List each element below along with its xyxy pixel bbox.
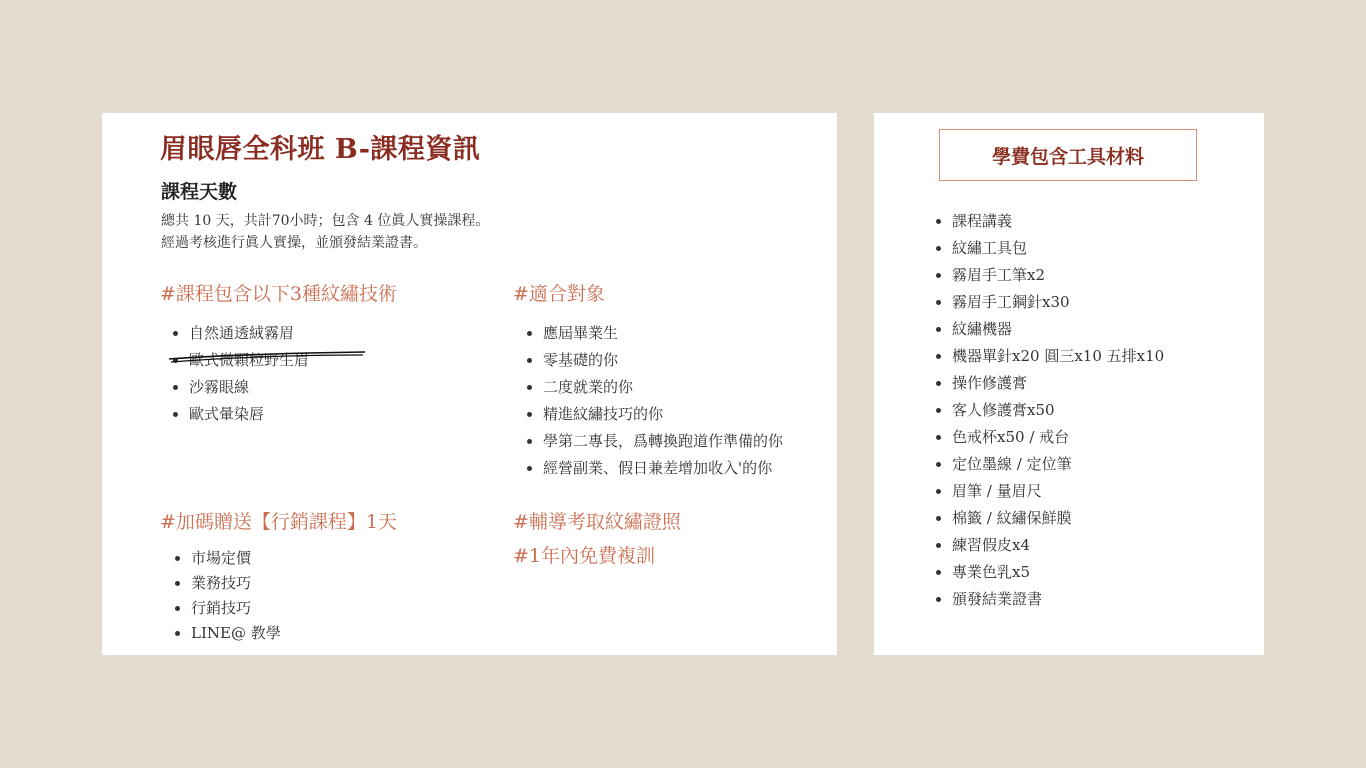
list-item: • 專業色乳x5 xyxy=(952,559,1164,586)
list-item: • 機器單針x20 圓三x10 五排x10 xyxy=(952,343,1164,370)
list-item: • 操作修護膏 xyxy=(952,370,1164,397)
free-retake-heading: #1年內免費複訓 xyxy=(513,545,656,567)
list-item: • 市場定價 xyxy=(191,546,281,571)
list-item: • 課程講義 xyxy=(952,208,1164,235)
list-item: • 定位墨線 / 定位筆 xyxy=(952,451,1164,478)
list-item: • 業務技巧 xyxy=(191,571,281,596)
list-item: • 沙霧眼線 xyxy=(189,374,309,401)
list-item: • 霧眉手工筆x2 xyxy=(952,262,1164,289)
list-item: • 棉籤 / 紋繡保鮮膜 xyxy=(952,505,1164,532)
list-item: • 霧眉手工鋼針x30 xyxy=(952,289,1164,316)
materials-heading: 學費包含工具材料 xyxy=(939,129,1197,181)
materials-card xyxy=(874,113,1264,655)
certificate-heading: #輔導考取紋繡證照 xyxy=(513,511,681,533)
list-item: • 行銷技巧 xyxy=(191,596,281,621)
list-item: • 應屆畢業生 xyxy=(543,320,783,347)
list-item: • 紋繡工具包 xyxy=(952,235,1164,262)
course-description xyxy=(161,210,489,254)
list-item: • 二度就業的你 xyxy=(543,374,783,401)
materials-list xyxy=(924,208,1164,613)
list-item: • 零基礎的你 xyxy=(543,347,783,374)
description-line: 經過考核進行眞人實操，並頒發結業證書。 xyxy=(161,235,427,251)
techniques-list xyxy=(161,320,309,428)
struck-item: 歐式微顆粒野生眉 xyxy=(189,347,309,374)
course-info-card xyxy=(102,113,837,655)
list-item: • 頒發結業證書 xyxy=(952,586,1164,613)
techniques-heading: #課程包含以下3種紋繡技術 xyxy=(160,283,398,305)
page-title: 眉眼唇全科班 B-課程資訊 xyxy=(160,134,481,165)
list-item: • 練習假皮x4 xyxy=(952,532,1164,559)
list-item: • 眉筆 / 量眉尺 xyxy=(952,478,1164,505)
list-item xyxy=(189,347,309,374)
list-item: • 紋繡機器 xyxy=(952,316,1164,343)
bonus-heading: #加碼贈送【行銷課程】1天 xyxy=(160,511,398,533)
list-item: • 經營副業、假日兼差增加收入'的你 xyxy=(543,455,783,482)
list-item: • 客人修護膏x50 xyxy=(952,397,1164,424)
list-item: • LINE@ 教學 xyxy=(191,621,281,646)
list-item: • 精進紋繡技巧的你 xyxy=(543,401,783,428)
course-days-heading: 課程天數 xyxy=(161,181,238,203)
strikethrough-scribble xyxy=(167,349,367,365)
list-item: • 學第二專長，爲轉換跑道作準備的你 xyxy=(543,428,783,455)
description-line: 總共 10 天，共計70小時；包含 4 位眞人實操課程。 xyxy=(161,213,490,229)
list-item: • 自然通透絨霧眉 xyxy=(189,320,309,347)
list-item: • 色戒杯x50 / 戒台 xyxy=(952,424,1164,451)
bonus-list xyxy=(163,546,281,646)
audience-heading: #適合對象 xyxy=(513,283,605,305)
list-item: • 歐式暈染唇 xyxy=(189,401,309,428)
audience-list xyxy=(515,320,783,482)
